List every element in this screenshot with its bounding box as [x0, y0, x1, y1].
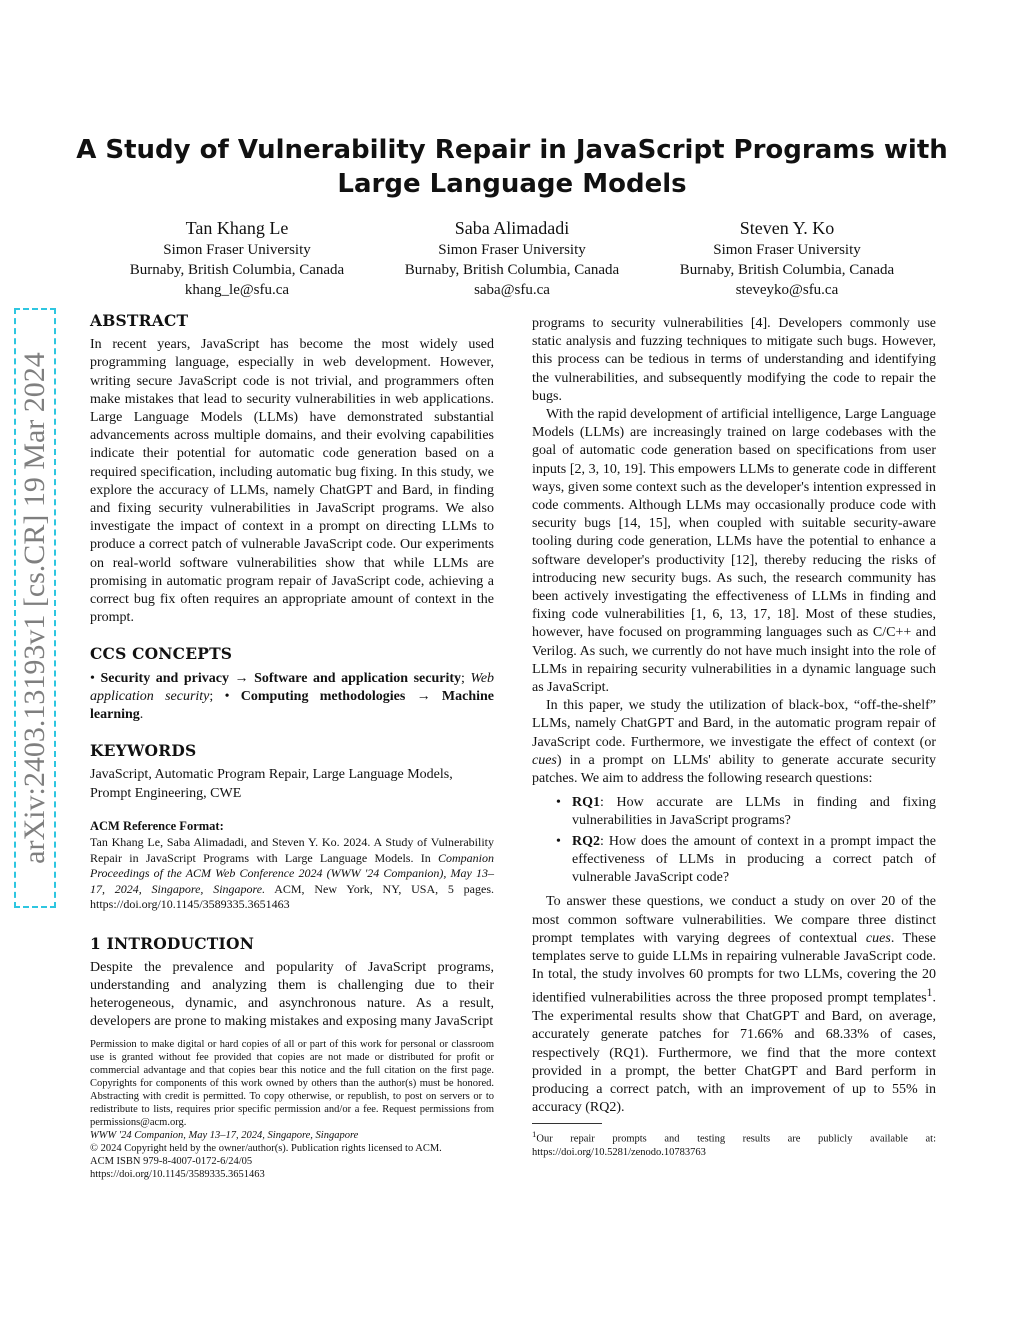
- acm-ref-authors: Tan Khang Le, Saba Alimadadi, and Steven Y. Ko. 2024. A Study of Vulnerability Repair in JavaScript Programs with Large Language Models. In: [90, 835, 494, 865]
- rq2-text: : How does the amount of context in a prompt impact the effectiveness of LLMs in producing a correct patch of vulnerable JavaScript code?: [572, 833, 936, 886]
- ccs-security: Security and privacy: [100, 670, 229, 686]
- author-location: Burnaby, British Columbia, Canada: [129, 262, 345, 278]
- author-affiliation: Simon Fraser University: [713, 242, 861, 258]
- footnote: [532, 1128, 936, 1159]
- ccs-web-security: Web application security: [90, 670, 495, 704]
- ccs-heading: CCS CONCEPTS: [90, 644, 233, 664]
- p4-part-c: . The experimental results show that ChatGPT and Bard, on average, accurately generate patches for 71.66% and 68.33% of cases, respectively (RQ1). Furthermore, we find that the more context provided in a prompt, the better ChatGPT and Bard perform in producing a correct patch, with an improvement of up to 55% in accuracy (RQ2).: [532, 990, 936, 1116]
- intro-paragraph-1-cont: programs to security vulnerabilities [4]. Developers commonly use static analysis and fuzzing techniques to mitigate such bugs. However, this process can be tedious in terms of understanding and identifying the vulnerabilities, and subsequently modifying the code to repair the bugs.: [532, 316, 936, 404]
- author-name: Steven Y. Ko: [739, 218, 835, 238]
- abstract-text: In recent years, JavaScript has become the most widely used programming language, especially in web development. However, writing secure JavaScript code is not trivial, and programmers often make mistakes that lead to security vulnerabilities in web applications. Large Language Models (LLMs) have demonstrated substantial advancements across multiple domains, and their evolving capabilities indicate their potential for automatic code generation based on a required specification, including automatic bug fixing. In this study, we explore the accuracy of LLMs, namely ChatGPT and Bard, in finding and fixing security vulnerabilities in JavaScript programs. We also investigate the impact of context in a prompt on directing LLMs to produce a correct patch of vulnerable JavaScript code. Our experiments on real-world software vulnerabilities show that while LLMs are promising in automatic program repair of JavaScript code, achieving a correct bug fix often requires an appropriate amount of context in the prompt.: [90, 337, 494, 626]
- acm-ref-tail: ACM, New York, NY, USA, 5 pages. https://doi.org/10.1145/3589335.3651463: [90, 881, 494, 912]
- author-affiliation: Simon Fraser University: [163, 242, 311, 258]
- p3-cues: cues: [532, 752, 557, 768]
- author-email: khang_le@sfu.ca: [184, 282, 290, 298]
- acm-ref-venue: Companion Proceedings of the ACM Web Conference 2024 (WWW '24 Companion), May 13–17, 2024, Singapore, Singapore.: [90, 850, 494, 896]
- author-email: saba@sfu.ca: [474, 282, 550, 298]
- author-location: Burnaby, British Columbia, Canada: [404, 262, 620, 278]
- footnote-rule: [532, 1123, 602, 1124]
- author-name: Saba Alimadadi: [454, 218, 570, 238]
- keywords-heading: KEYWORDS: [90, 741, 197, 761]
- permission-text: Permission to make digital or hard copies of all or part of this work for personal or classroom use is granted without fee provided that copies are not made or distributed for profit or commercial advantage and that copies bear this notice and the full citation on the first page. Copyrights for components of this work owned by others than the author(s) must be honored. Abstracting with credit is permitted. To copy otherwise, or republish, to post on servers or to redistribute to lists, requires prior specific permission and/or a fee. Request permissions from permissions@acm.org.: [90, 1039, 494, 1128]
- intro-paragraph-1: Despite the prevalence and popularity of JavaScript programs, understanding and analyzing them is challenging due to their heterogeneous, dynamic, and asynchronous nature. As a result, developers are prone to making mistakes and exposing many JavaScript: [90, 959, 494, 1030]
- author-affiliation: Simon Fraser University: [438, 242, 586, 258]
- intro-paragraph-3: [532, 697, 936, 788]
- permission-isbn: ACM ISBN 979-8-4007-0172-6/24/05: [90, 1156, 253, 1167]
- p4-part-a: To answer these questions, we conduct a study on over 20 of the most common software vulnerabilities. We compare three distinct prompt templates with varying degrees of contextual: [532, 894, 936, 946]
- footnote-number: 1: [532, 1129, 537, 1140]
- title-line-1: A Study of Vulnerability Repair in JavaScript Programs with: [76, 135, 948, 165]
- intro-paragraph-4: [532, 893, 936, 1117]
- author-block-1: [97, 216, 377, 300]
- ccs-computing: Computing methodologies: [240, 688, 406, 704]
- paper-title: [60, 133, 964, 201]
- ccs-arrow: →: [234, 670, 249, 686]
- ccs-arrow-2: →: [416, 688, 431, 704]
- acm-reference-text: [90, 835, 494, 913]
- author-location: Burnaby, British Columbia, Canada: [679, 262, 895, 278]
- ccs-software: Software and application security: [254, 670, 461, 686]
- footnote-marker[interactable]: 1: [926, 986, 933, 1000]
- rq2-label: RQ2: [572, 833, 600, 849]
- author-block-3: [647, 216, 927, 300]
- rq1-label: RQ1: [572, 795, 600, 811]
- rq1-text: : How accurate are LLMs in finding and fixing vulnerabilities in JavaScript programs?: [572, 795, 936, 829]
- title-line-2: Large Language Models: [337, 169, 687, 199]
- arxiv-stamp[interactable]: arXiv:2403.13193v1 [cs.CR] 19 Mar 2024: [14, 308, 56, 908]
- abstract-heading: ABSTRACT: [90, 311, 189, 330]
- p3-part-a: In this paper, we study the utilization of black-box, “off-the-shelf” LLMs, namely ChatGPT and Bard, in the automatic program repair of JavaScript code. Furthermore, we investigate the effect of context (or: [532, 698, 936, 750]
- ccs-text: • Security and privacy → Software and application security; Web application security; • Computing methodologies → Machine learning.: [90, 670, 495, 723]
- intro-heading: 1 INTRODUCTION: [90, 933, 255, 953]
- list-item: [556, 833, 936, 888]
- ccs-ml: Machine learning: [90, 688, 495, 723]
- p3-part-b: ) in a prompt on LLMs' ability to generate accurate security patches. We aim to address the following research questions:: [532, 752, 936, 787]
- author-name: Tan Khang Le: [185, 218, 289, 238]
- right-column: [532, 315, 936, 1159]
- research-questions-list: [556, 794, 936, 887]
- list-item: [556, 794, 936, 830]
- author-block-2: [372, 216, 652, 300]
- acm-reference-heading: ACM Reference Format:: [90, 818, 224, 833]
- intro-paragraph-2: With the rapid development of artificial intelligence, Large Language Models (LLMs) are increasingly trained on large codebases with the goal of automatic code generation based on specifications from user inputs [2, 3, 10, 19]. This empowers LLMs to generate code in different ways, given some context such as the developer's intention expressed in code comments. Although LLMs may occasionally produce code with security bugs [14, 15], when coupled with suitable security-aware tooling during code generation, LLMs have the potential to enhance a software developer's productivity [12], thereby reducing the risks of introducing new security bugs. As such, the research community has been actively investigating the effectiveness of LLMs in finding and fixing code vulnerabilities [1, 6, 13, 17, 18]. Most of these studies, however, have focused on programming languages such as C/C++ and Verilog. As such, we currently do not have much insight into the role of LLMs in repairing security vulnerabilities in a dynamic language such as JavaScript.: [532, 407, 936, 696]
- permission-venue: WWW '24 Companion, May 13–17, 2024, Singapore, Singapore: [90, 1130, 359, 1141]
- author-email: steveyko@sfu.ca: [735, 282, 839, 298]
- permission-copyright: © 2024 Copyright held by the owner/author(s). Publication rights licensed to ACM.: [90, 1143, 442, 1154]
- permission-doi[interactable]: https://doi.org/10.1145/3589335.3651463: [90, 1169, 265, 1180]
- keywords-text: JavaScript, Automatic Program Repair, Large Language Models, Prompt Engineering, CWE: [90, 767, 453, 801]
- permission-block: [90, 1038, 494, 1181]
- footnote-text: Our repair prompts and testing results are publicly available at: https://doi.org/10.5281/zenodo.10783763: [532, 1133, 936, 1158]
- p4-part-b: . These templates serve to guide LLMs in repairing vulnerable JavaScript code. In total, the study involves 60 prompts for two LLMs, covering the 20 identified vulnerabilities across the three proposed prompt templates: [532, 930, 936, 1006]
- p4-cues: cues: [865, 930, 891, 946]
- left-column: [90, 312, 494, 1032]
